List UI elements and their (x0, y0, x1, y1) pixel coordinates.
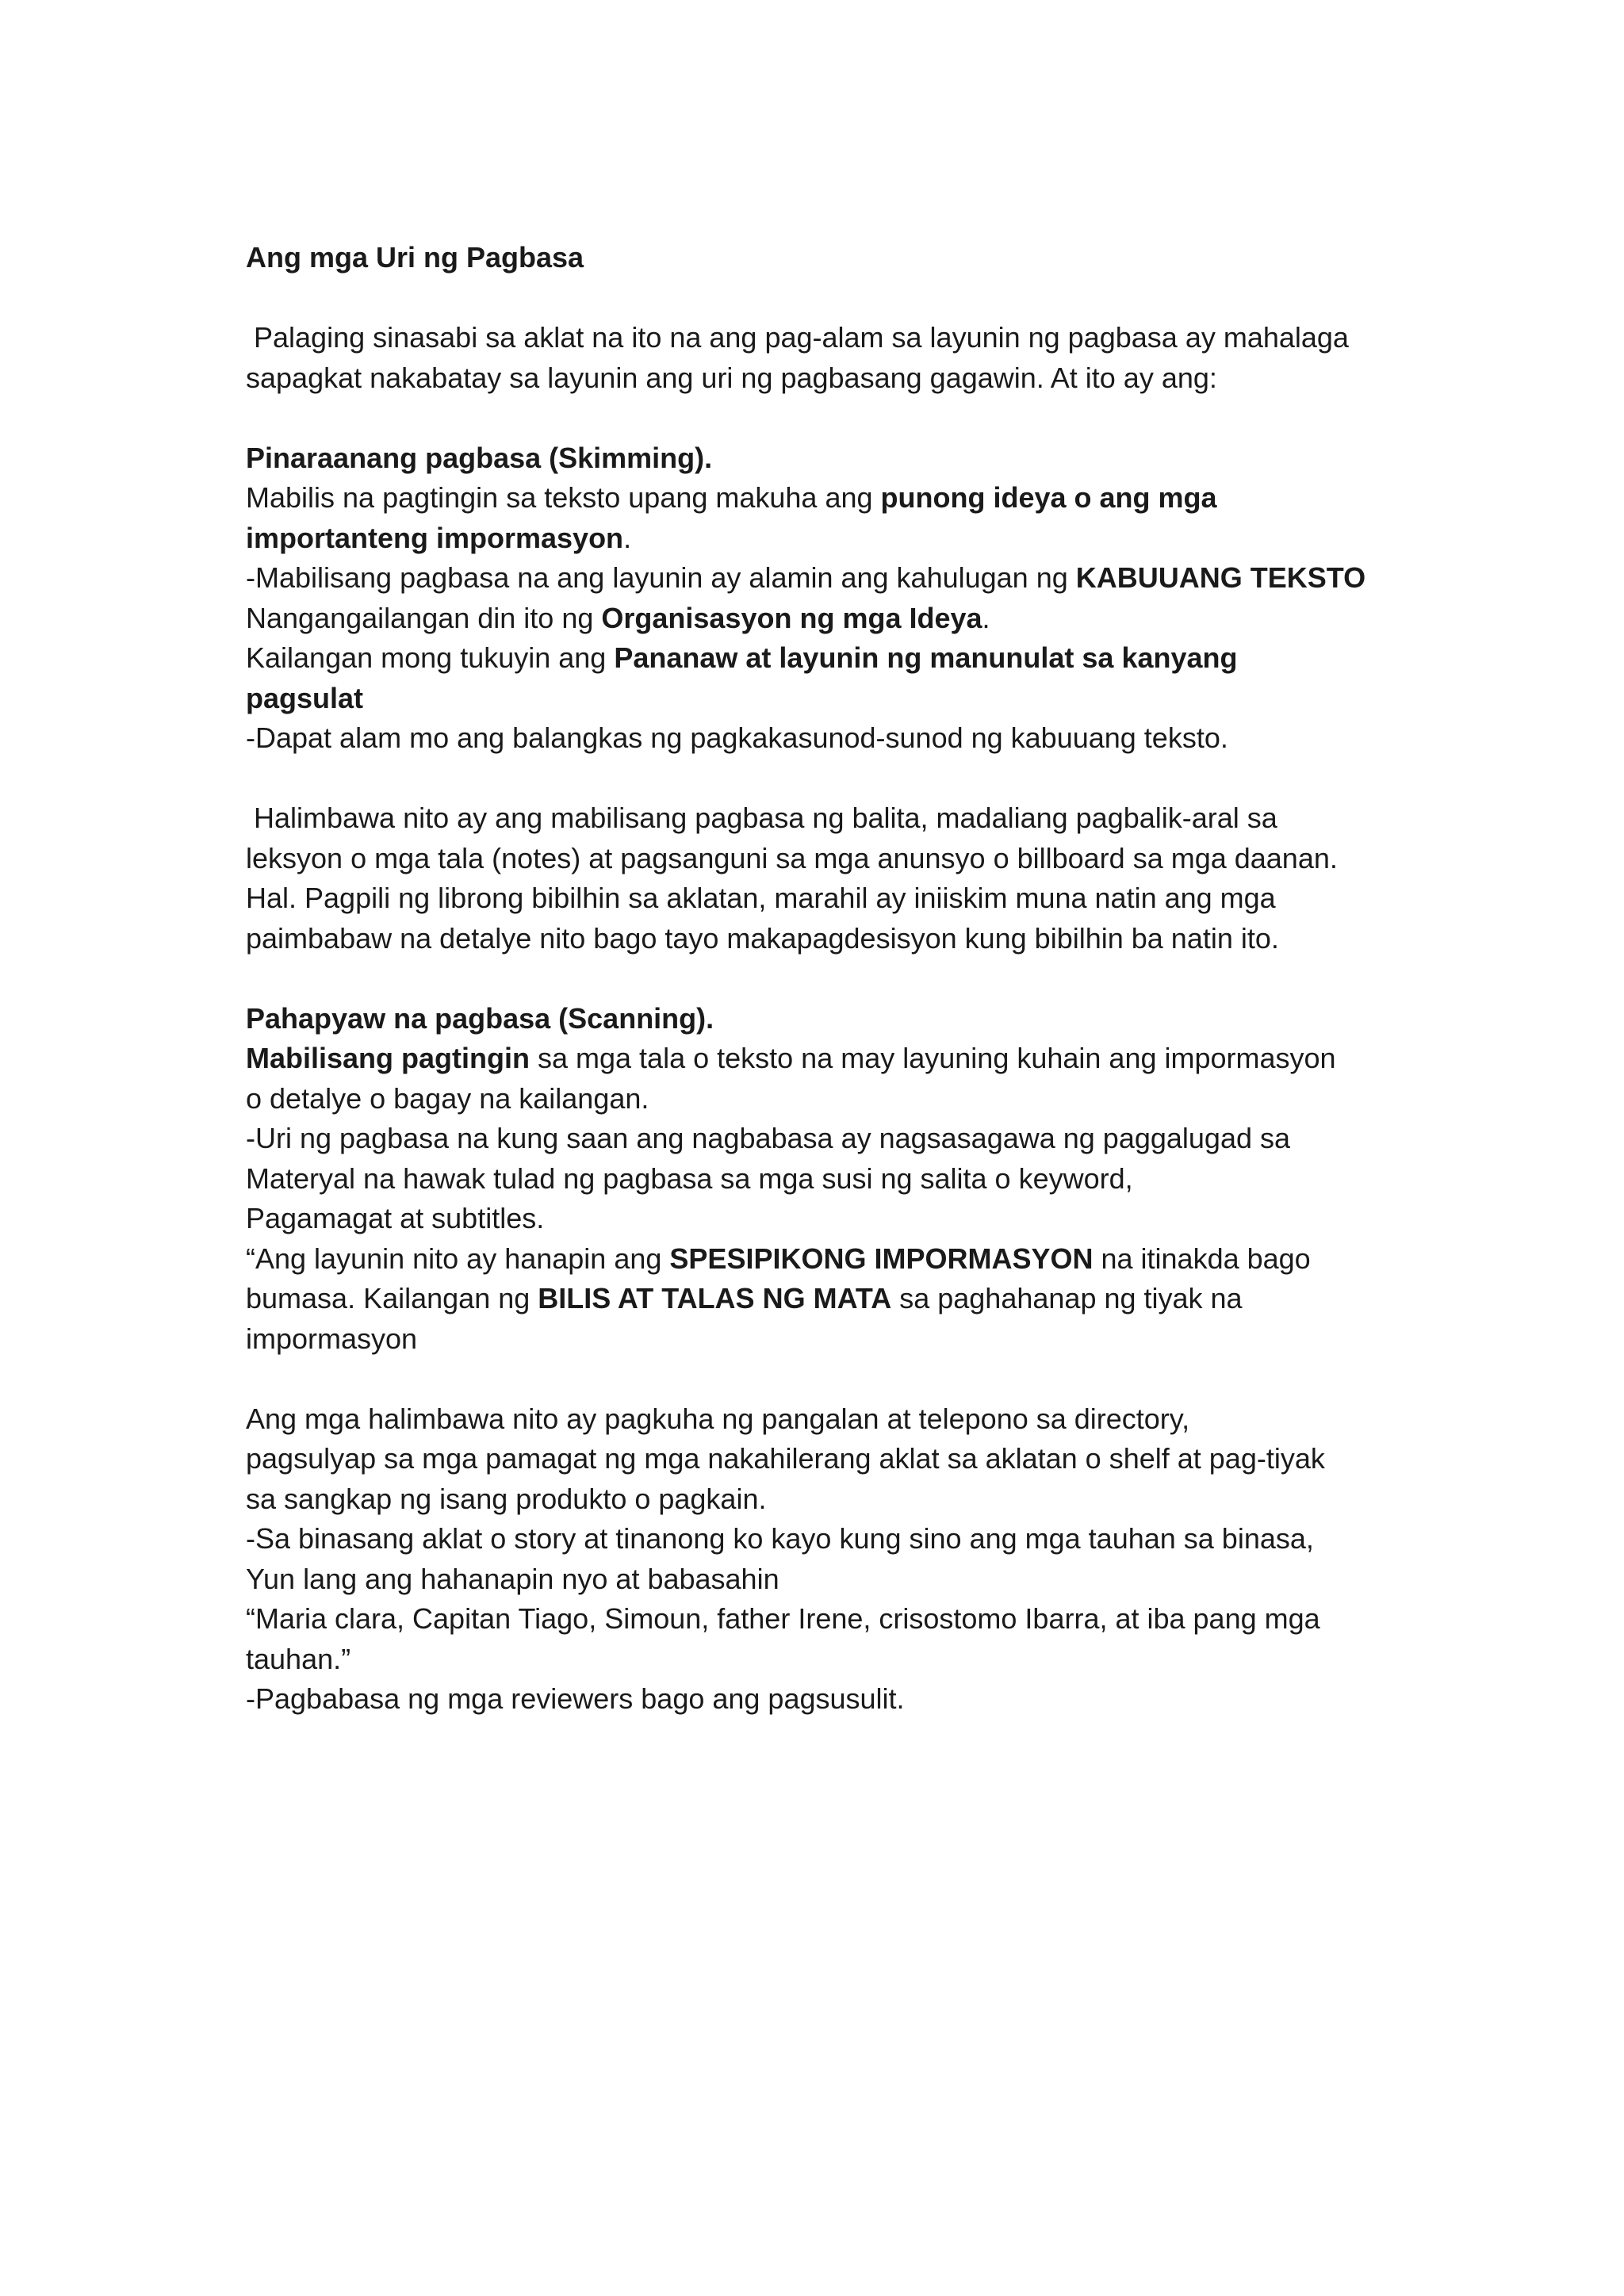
text-line (246, 1159, 1404, 1200)
text-run: -Uri ng pagbasa na kung saan ang nagbabasa ay nagsasagawa ng paggalugad sa (246, 1122, 1291, 1154)
text-line (246, 558, 1404, 599)
scanning-example-line: Yun lang ang hahanapin nyo at babasahin (246, 1562, 779, 1595)
text-line (246, 1199, 1404, 1239)
bold-text: Pananaw at layunin ng manunulat sa kanyang (614, 641, 1238, 674)
spacer (246, 278, 1404, 319)
scanning-heading: Pahapyaw na pagbasa (Scanning). (246, 1001, 714, 1035)
scanning-lines (246, 1039, 1404, 1359)
text-run: sa paghahanap ng tiyak na (891, 1282, 1243, 1314)
scanning-example-line: -Sa binasang aklat o story at tinanong ko kayo kung sino ang mga tauhan sa binasa, (246, 1522, 1314, 1555)
text-run: Pagamagat at subtitles. (246, 1202, 545, 1234)
intro-line: Palaging sinasabi sa aklat na ito na ang pag-alam sa layunin ng pagbasa ay mahalaga (254, 321, 1349, 354)
spacer (246, 759, 1404, 799)
text-run: . (982, 601, 990, 634)
text-run: -Dapat alam mo ang balangkas ng pagkakasunod-sunod ng kabuuang teksto. (246, 721, 1228, 754)
text-line (246, 478, 1404, 519)
text-run: na itinakda bago (1093, 1242, 1311, 1275)
text-run: bumasa. Kailangan ng (246, 1282, 538, 1314)
text-line (246, 1039, 1404, 1079)
text-run: . (623, 521, 632, 554)
text-line (246, 599, 1404, 639)
bold-text: KABUUANG TEKSTO (1075, 561, 1366, 594)
skimming-example-line: Halimbawa nito ay ang mabilisang pagbasa ng balita, madaliang pagbalik-aral sa (254, 802, 1277, 834)
text-line (246, 519, 1404, 559)
skimming-heading: Pinaraanang pagbasa (Skimming). (246, 441, 713, 474)
bold-text: importanteng impormasyon (246, 521, 624, 554)
scanning-example-line: Ang mga halimbawa nito ay pagkuha ng pangalan at telepono sa directory, (246, 1402, 1190, 1435)
text-run: Mabilis na pagtingin sa teksto upang makuha ang (246, 481, 881, 514)
text-run: o detalye o bagay na kailangan. (246, 1081, 649, 1115)
scanning-example-line: -Pagbabasa ng mga reviewers bago ang pagsusulit. (246, 1682, 905, 1715)
text-line (246, 718, 1404, 759)
spacer (246, 1359, 1404, 1399)
bold-text: Organisasyon ng mga Ideya (601, 601, 982, 634)
text-run: Materyal na hawak tulad ng pagbasa sa mga susi ng salita o keyword, (246, 1161, 1133, 1195)
scanning-example-line: pagsulyap sa mga pamagat ng mga nakahilerang aklat sa aklatan o shelf at pag-tiyak (246, 1442, 1325, 1475)
skimming-example-line: leksyon o mga tala (notes) at pagsanguni sa mga anunsyo o billboard sa mga daanan. (246, 841, 1338, 874)
bold-text: SPESIPIKONG IMPORMASYON (669, 1242, 1094, 1275)
text-run: -Mabilisang pagbasa na ang layunin ay alamin ang kahulugan ng (246, 561, 1076, 594)
text-run: Kailangan mong tukuyin ang (246, 641, 615, 674)
text-line (246, 1079, 1404, 1119)
scanning-example-line: sa sangkap ng isang produkto o pagkain. (246, 1482, 767, 1515)
scanning-example-line: tauhan.” (246, 1642, 351, 1675)
text-line (246, 638, 1404, 679)
document-body (246, 238, 1404, 1720)
text-line (246, 1239, 1404, 1280)
scanning-example-line: “Maria clara, Capitan Tiago, Simoun, father Irene, crisostomo Ibarra, at iba pang mga (246, 1602, 1320, 1635)
text-line (246, 679, 1404, 719)
document-title: Ang mga Uri ng Pagbasa (246, 241, 584, 274)
text-line (246, 1279, 1404, 1319)
text-line (246, 1319, 1404, 1360)
skimming-example-line: paimbabaw na detalye nito bago tayo makapagdesisyon kung bibilhin ba natin ito. (246, 921, 1279, 955)
bold-text: pagsulat (246, 681, 364, 714)
spacer (246, 959, 1404, 999)
text-run: sa mga tala o teksto na may layuning kuhain ang impormasyon (530, 1042, 1336, 1074)
bold-text: punong ideya o ang mga (880, 481, 1217, 514)
skimming-example-line: Hal. Pagpili ng librong bibilhin sa aklatan, marahil ay iniiskim muna natin ang mga (246, 882, 1276, 914)
intro-line: sapagkat nakabatay sa layunin ang uri ng pagbasang gagawin. At ito ay ang: (246, 361, 1217, 394)
text-run: “Ang layunin nito ay hanapin ang (246, 1242, 670, 1275)
skimming-lines (246, 478, 1404, 759)
bold-text: Mabilisang pagtingin (246, 1042, 530, 1074)
text-line (246, 1119, 1404, 1159)
text-run: Nangangailangan din ito ng (246, 601, 602, 634)
text-run: impormasyon (246, 1322, 418, 1355)
bold-text: BILIS AT TALAS NG MATA (538, 1282, 892, 1314)
spacer (246, 398, 1404, 438)
